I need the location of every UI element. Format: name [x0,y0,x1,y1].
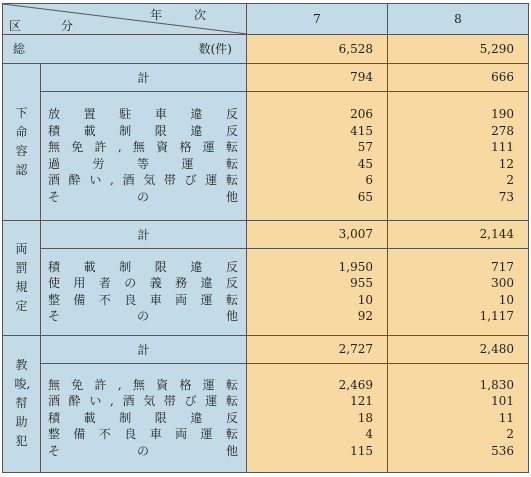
item-label: 酒酔い,酒気帯び運転 [48,173,238,188]
item-value: 1,830 [479,377,514,392]
item-values-7 [247,91,388,220]
item-label: 放置駐車違反 [48,107,238,122]
group-label: 下命容認 [15,105,28,177]
item-labels-cell [41,249,247,336]
total-value-7: 6,528 [247,35,388,63]
subtotal-value-7: 2,727 [247,335,388,363]
item-label: 積載制限違反 [48,410,238,425]
subtotal-label: 計 [41,220,247,248]
subtotal-label: 計 [41,335,247,363]
item-value: 92 [357,309,373,324]
item-values-7 [247,364,388,473]
total-label-left: 総 [13,42,26,57]
item-labels-cell [41,91,247,220]
item-value: 12 [498,156,514,171]
item-value: 101 [491,394,514,409]
subtotal-value-7: 3,007 [247,220,388,248]
item-value: 65 [357,189,373,204]
item-labels-cell [41,364,247,473]
item-value: 45 [357,156,373,171]
item-value: 1,117 [479,309,514,324]
item-value: 1,950 [338,259,373,274]
item-value: 111 [491,140,514,155]
item-values-7 [247,249,388,336]
item-label: 無免許,無資格運転 [48,377,238,392]
item-value: 6 [365,173,373,188]
corner-header-year-label: 年 次 [150,8,220,22]
total-label-cell [3,35,247,63]
item-value: 11 [498,410,514,425]
group-label: 両罰規定 [15,241,28,313]
group-label-cell [3,63,41,220]
item-value: 206 [350,107,373,122]
item-values-8 [388,249,529,336]
item-label: 無免許,無資格運転 [48,140,238,155]
item-value: 300 [491,276,514,291]
item-value: 115 [350,443,373,458]
statistics-table [2,3,529,473]
group-label: 教唆,幇助犯 [14,358,31,449]
item-label: 積載制限違反 [48,259,238,274]
subtotal-value-8: 2,144 [388,220,529,248]
year-header-8: 8 [388,4,529,35]
item-value: 415 [350,123,373,138]
item-value: 2 [506,173,514,188]
subtotal-value-8: 666 [388,63,529,91]
item-value: 57 [357,140,373,155]
item-label: その他 [48,189,238,204]
total-label-right: 数(件) [198,42,232,57]
item-label: 整備不良車両運転 [48,292,238,307]
year-header-7: 7 [247,4,388,35]
item-value: 955 [350,276,373,291]
item-value: 717 [491,259,514,274]
group-label-cell [3,220,41,335]
item-value: 10 [357,292,373,307]
item-value: 121 [350,394,373,409]
corner-header-category-label: 区 分 [9,19,91,33]
subtotal-label: 計 [41,63,247,91]
item-value: 73 [498,189,514,204]
item-label: その他 [48,443,238,458]
item-values-8 [388,364,529,473]
item-value: 10 [498,292,514,307]
item-value: 2,469 [338,377,373,392]
total-value-8: 5,290 [388,35,529,63]
item-label: その他 [48,309,238,324]
item-value: 278 [491,123,514,138]
item-label: 過労等運転 [48,156,238,171]
subtotal-value-8: 2,480 [388,335,529,363]
item-value: 190 [491,107,514,122]
item-values-8 [388,91,529,220]
item-value: 2 [506,427,514,442]
item-label: 酒酔い,酒気帯び運転 [48,394,238,409]
subtotal-value-7: 794 [247,63,388,91]
item-value: 4 [365,427,373,442]
item-value: 18 [357,410,373,425]
corner-header-cell [3,4,247,35]
item-value: 536 [491,443,514,458]
group-label-cell [3,335,41,472]
item-label: 積載制限違反 [48,123,238,138]
item-label: 使用者の義務違反 [48,276,238,291]
item-label: 整備不良車両運転 [48,427,238,442]
